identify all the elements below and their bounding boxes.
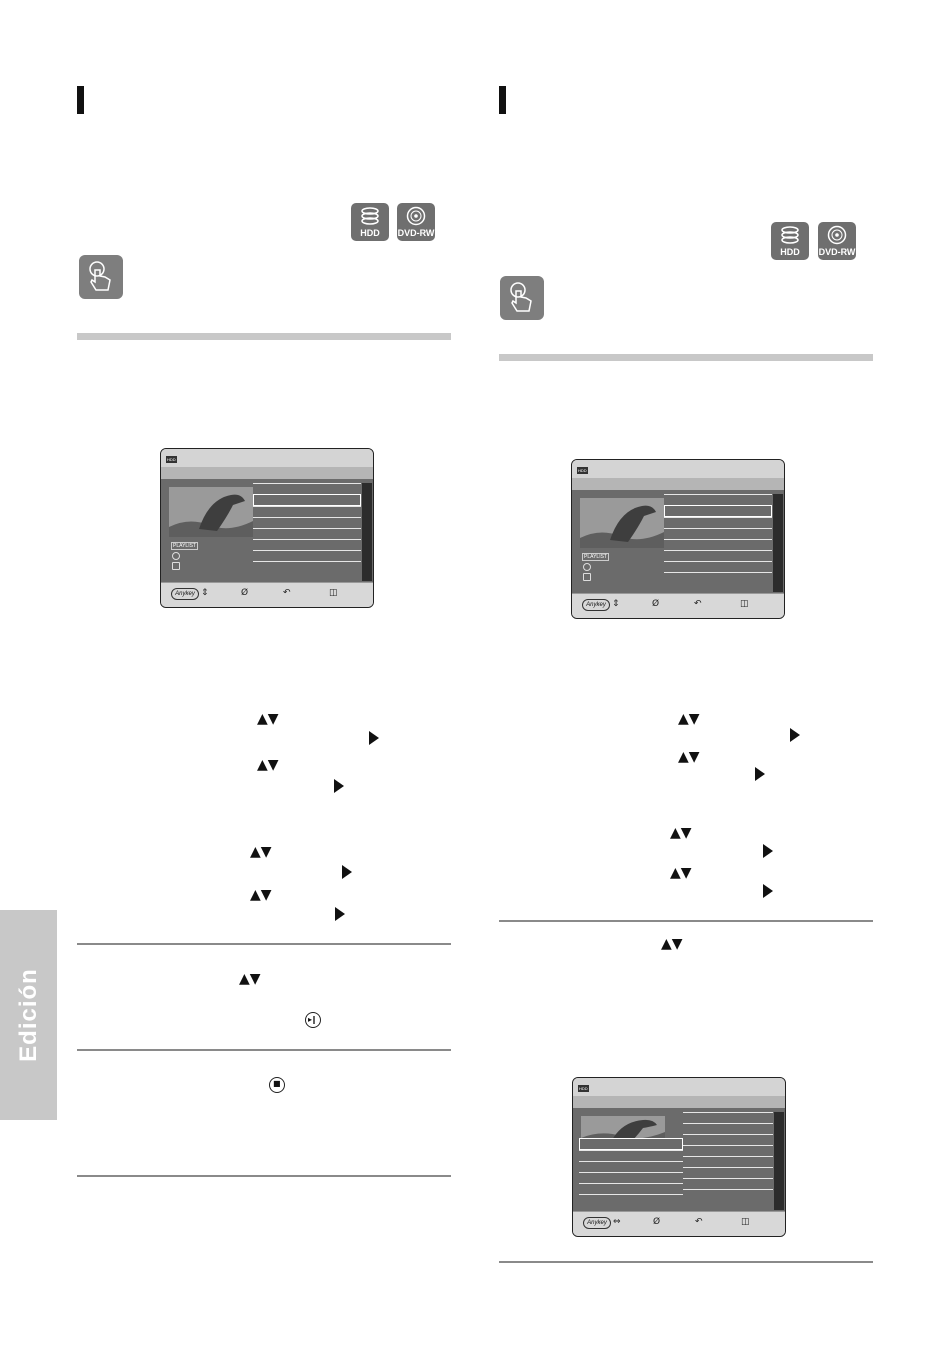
hdd-badge-left (351, 203, 389, 241)
updown-arrows-icon: ▲▼ (257, 711, 279, 727)
menu-icon: ◫ (329, 588, 338, 598)
clock-icon (172, 552, 180, 560)
updown-arrows-icon: ▲▼ (678, 749, 700, 765)
anykey-button[interactable]: Anykey (582, 599, 610, 611)
return-icon: ↶ (283, 588, 291, 598)
submenu-list (579, 1138, 683, 1205)
step-divider (499, 920, 873, 922)
right-triangle-icon (335, 907, 345, 921)
dvd-badge-right (818, 222, 856, 260)
updown-arrows-icon: ▲▼ (661, 936, 683, 952)
list-item-selected[interactable] (253, 494, 361, 506)
anykey-button[interactable]: Anykey (583, 1217, 611, 1229)
menu-icon: ◫ (740, 599, 749, 609)
playlist-label: PLAYLIST (584, 554, 607, 560)
right-triangle-icon (790, 728, 800, 742)
dolphin-thumbnail (580, 498, 664, 548)
ok-icon: Ø (241, 588, 249, 598)
dvd-badge-left (397, 203, 435, 241)
stop-button-icon: ■ (269, 1077, 285, 1093)
right-triangle-icon (763, 844, 773, 858)
dvd-label: DVD-RW (818, 247, 856, 257)
right-triangle-icon (369, 731, 379, 745)
remote-hand-icon-left (79, 255, 123, 299)
hdd-icon (780, 225, 800, 245)
updown-arrows-icon: ▲▼ (239, 971, 261, 987)
hdd-label: HDD (360, 228, 380, 238)
updown-arrows-icon: ▲▼ (257, 757, 279, 773)
title-list (664, 494, 772, 583)
updown-arrows-icon: ▲▼ (250, 844, 272, 860)
side-tab (0, 910, 57, 1120)
osd-screen-3 (572, 1077, 786, 1237)
hdd-tag: HDD (167, 457, 176, 462)
section-marker-right (499, 86, 506, 114)
clock-icon (583, 563, 591, 571)
hdd-tag: HDD (578, 468, 587, 473)
right-triangle-icon (755, 767, 765, 781)
disc-icon (406, 206, 426, 226)
section-marker-left (77, 86, 84, 114)
menu-icon: ◫ (741, 1217, 750, 1227)
step-divider (77, 943, 451, 945)
anykey-button[interactable]: Anykey (171, 588, 199, 600)
return-icon: ↶ (694, 599, 702, 609)
updown-icon: ⇕ (201, 588, 209, 598)
copy-icon (583, 573, 591, 581)
hdd-tag: HDD (579, 1086, 588, 1091)
updown-arrows-icon: ▲▼ (670, 865, 692, 881)
step-divider (77, 1049, 451, 1051)
list-item-selected[interactable] (664, 505, 772, 517)
remote-hand-icon-right (500, 276, 544, 320)
side-tab-label: Edición (14, 968, 42, 1062)
section-divider-right (499, 354, 873, 361)
scrollbar[interactable] (773, 494, 783, 592)
scrollbar[interactable] (362, 483, 372, 581)
hdd-label: HDD (780, 247, 800, 257)
dvd-label: DVD-RW (397, 228, 435, 238)
step-divider (77, 1175, 451, 1177)
copy-icon (172, 562, 180, 570)
osd-screen-1 (160, 448, 374, 608)
title-list (683, 1112, 773, 1200)
dolphin-thumbnail (169, 487, 253, 537)
submenu-item-selected[interactable] (579, 1138, 683, 1150)
updown-arrows-icon: ▲▼ (250, 887, 272, 903)
osd-screen-2 (571, 459, 785, 619)
updown-icon: ⇕ (612, 599, 620, 609)
section-divider-left (77, 333, 451, 340)
step-divider (499, 1261, 873, 1263)
ok-icon: Ø (652, 599, 660, 609)
right-triangle-icon (342, 865, 352, 879)
right-triangle-icon (763, 884, 773, 898)
updown-arrows-icon: ▲▼ (670, 825, 692, 841)
right-triangle-icon (334, 779, 344, 793)
play-pause-button-icon: ▸‖ (305, 1012, 321, 1028)
move-arrows-icon: ⇔ (613, 1217, 621, 1227)
hdd-icon (360, 206, 380, 226)
ok-icon: Ø (653, 1217, 661, 1227)
updown-arrows-icon: ▲▼ (678, 711, 700, 727)
disc-icon (827, 225, 847, 245)
playlist-label: PLAYLIST (173, 543, 196, 549)
hdd-badge-right (771, 222, 809, 260)
return-icon: ↶ (695, 1217, 703, 1227)
title-list (253, 483, 361, 572)
scrollbar[interactable] (774, 1112, 784, 1210)
